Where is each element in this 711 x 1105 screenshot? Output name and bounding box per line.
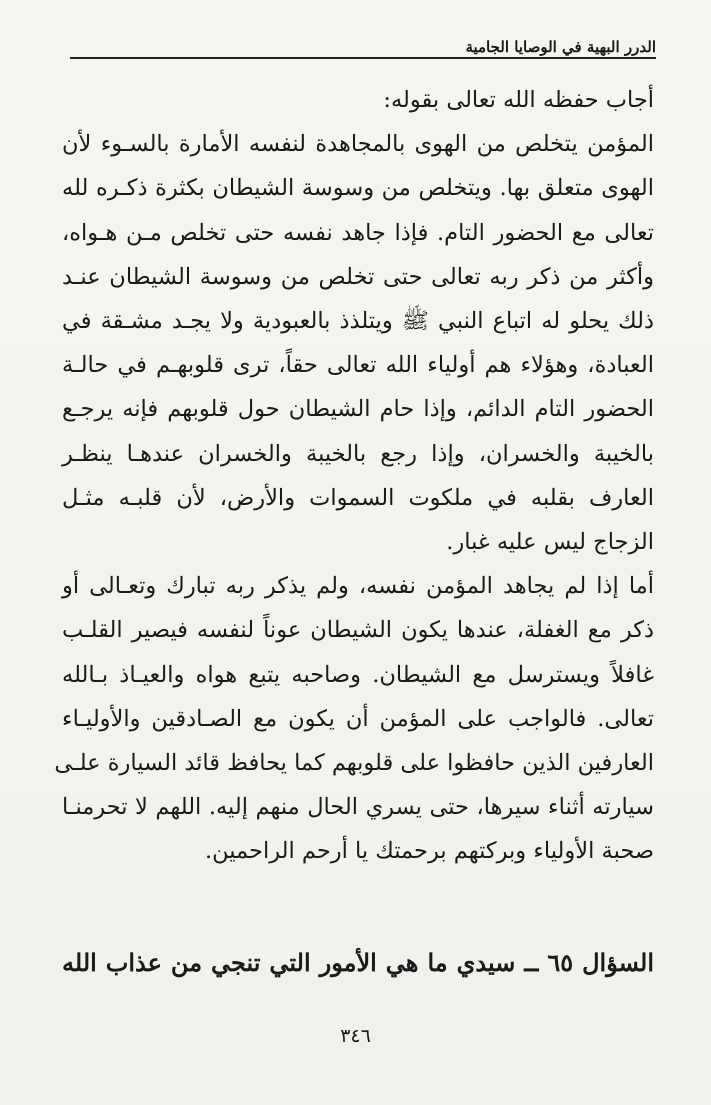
question-heading: السؤال ٦٥ ــ سيدي ما هي الأمور التي تنجي من عذاب الله: [62, 948, 654, 977]
text-line: الزجاج ليس عليه غبار.: [446, 529, 654, 556]
text-line: غافلاً ويسترسل مع الشيطان. وصاحبه يتبع هواه والعيـاذ بـالله: [62, 661, 654, 688]
text-line: بالخيبة والخسران، وإذا رجع بالخيبة والخسران عندهـا ينظـر: [62, 440, 654, 467]
text-line: الحضور التام الدائم، وإذا حام الشيطان حول قلوبهم فإنه يرجـع: [62, 396, 654, 423]
text-line: أجاب حفظه الله تعالى بقوله:: [383, 87, 654, 113]
text-line: العارف بقلبه في ملكوت السموات والأرض، لأن قلبـه مثـل: [62, 484, 654, 511]
header-rule: [70, 57, 656, 59]
text-line: العبادة، وهؤلاء هم أولياء الله تعالى حقاً، ترى قلوبهـم في حالـة: [62, 352, 654, 379]
text-line: تعالى. فالواجب على المؤمن أن يكون مع الصـادقين والأوليـاء: [62, 705, 654, 732]
running-header: [70, 38, 656, 66]
text-line: ذلك يحلو له اتباع النبي ﷺ ويتلذذ بالعبودية ولا يجـد مشـقة في: [62, 308, 654, 335]
text-line: تعالى مع الحضور التام. فإذا جاهد نفسه حتى تخلص مـن هـواه،: [62, 219, 654, 246]
page-number: ٣٤٦: [340, 1025, 371, 1047]
text-line: سيارته أثناء سيرها، حتى يسري الحال منهم إليه. اللهم لا تحرمنـا: [62, 794, 654, 821]
text-line: أما إذا لم يجاهد المؤمن نفسه، ولم يذكر ربه تبارك وتعـالى أو: [62, 573, 654, 600]
text-line: صحبة الأولياء وبركتهم برحمتك يا أرحم الراحمين.: [204, 838, 654, 865]
text-line: العارفين الذين حافظوا على قلوبهم كما يحافظ قائد السيارة علـى: [54, 750, 654, 777]
body-text: [54, 78, 654, 874]
text-line: ذكر مع الغفلة، عندها يكون الشيطان عوناً لنفسه فيصير القلـب: [62, 617, 654, 644]
text-line: المؤمن يتخلص من الهوى بالمجاهدة لنفسه الأمارة بالسـوء لأن: [62, 131, 654, 158]
header-title: الدرر البهية في الوصايا الجامية: [459, 38, 656, 56]
text-line: وأكثر من ذكر ربه تعالى حتى تخلص من وسوسة الشيطان عنـد: [62, 263, 654, 290]
text-line: الهوى متعلق بها. ويتخلص من وسوسة الشيطان بكثرة ذكـره لله: [62, 175, 654, 202]
